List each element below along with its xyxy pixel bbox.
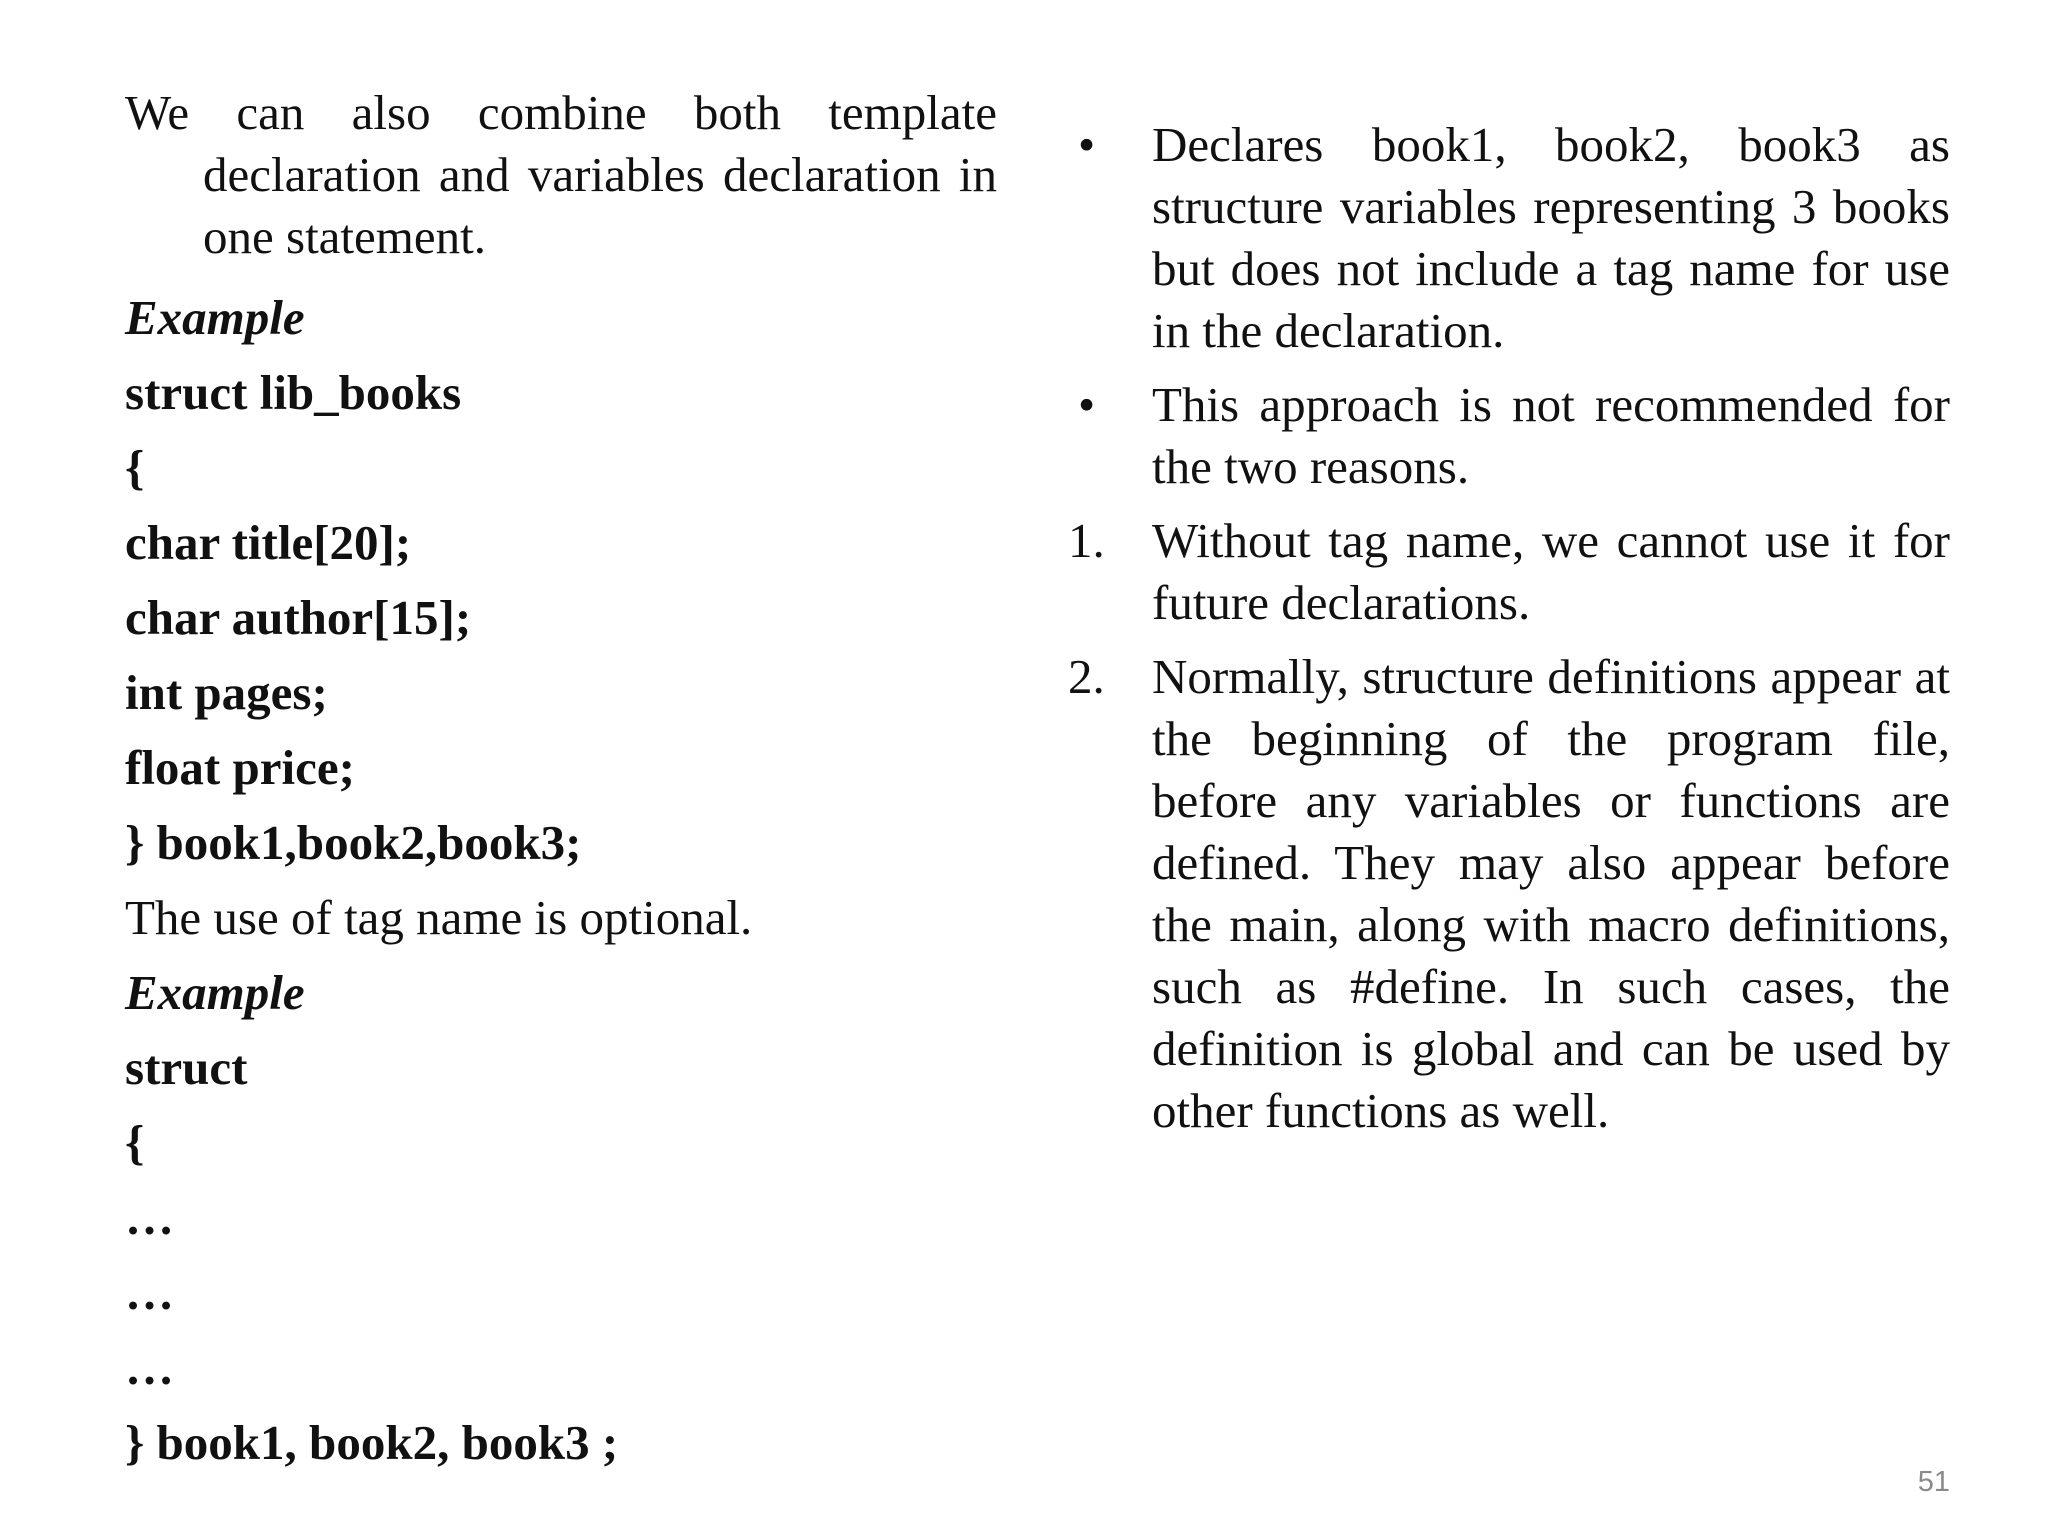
list-item-text: This approach is not recommended for the two reasons. xyxy=(1152,377,1950,494)
code-line: int pages; xyxy=(125,665,328,720)
code-line: … xyxy=(125,1190,174,1245)
example-heading-1: Example xyxy=(125,290,305,345)
example-heading-2: Example xyxy=(125,965,305,1020)
code-line: } book1, book2, book3 ; xyxy=(125,1415,619,1470)
list-item-text: Normally, structure definitions appear at the beginning of the program file, before any variables or functions are defined. They may also appear before the main, along with macro definitions, such as #define. In such cases, the definition is global and can be used by other functions as well. xyxy=(1152,649,1950,1138)
code-line: struct lib_books xyxy=(125,365,462,420)
list-item-text: Without tag name, we cannot use it for future declarations. xyxy=(1152,513,1950,630)
code-line: { xyxy=(125,1115,145,1170)
code-line: float price; xyxy=(125,740,355,795)
list-item xyxy=(1068,374,1950,498)
code-line: { xyxy=(125,440,145,495)
code-line: } book1,book2,book3; xyxy=(125,815,582,870)
left-column xyxy=(125,82,997,1480)
list-item-text: Declares book1, book2, book3 as structure variables representing 3 books but does not include a tag name for use in the declaration. xyxy=(1152,117,1950,358)
code-line: char author[15]; xyxy=(125,590,472,645)
code-line: struct xyxy=(125,1040,248,1095)
code-example-list xyxy=(125,280,997,1480)
list-item xyxy=(1068,114,1950,362)
bullet-marker: • xyxy=(1078,377,1096,432)
bullet-marker: • xyxy=(1078,117,1096,172)
number-marker: 2. xyxy=(1068,649,1105,704)
note-text: The use of tag name is optional. xyxy=(125,890,753,945)
intro-paragraph: We can also combine both template declaration and variables declaration in one statement. xyxy=(125,85,997,264)
number-marker: 1. xyxy=(1068,513,1105,568)
list-item xyxy=(1068,510,1950,634)
page-number: 51 xyxy=(1917,1466,1950,1498)
code-line: … xyxy=(125,1265,174,1320)
list-item xyxy=(1068,646,1950,1142)
code-line: … xyxy=(125,1340,174,1395)
right-column xyxy=(1068,114,1950,1154)
code-line: char title[20]; xyxy=(125,515,412,570)
